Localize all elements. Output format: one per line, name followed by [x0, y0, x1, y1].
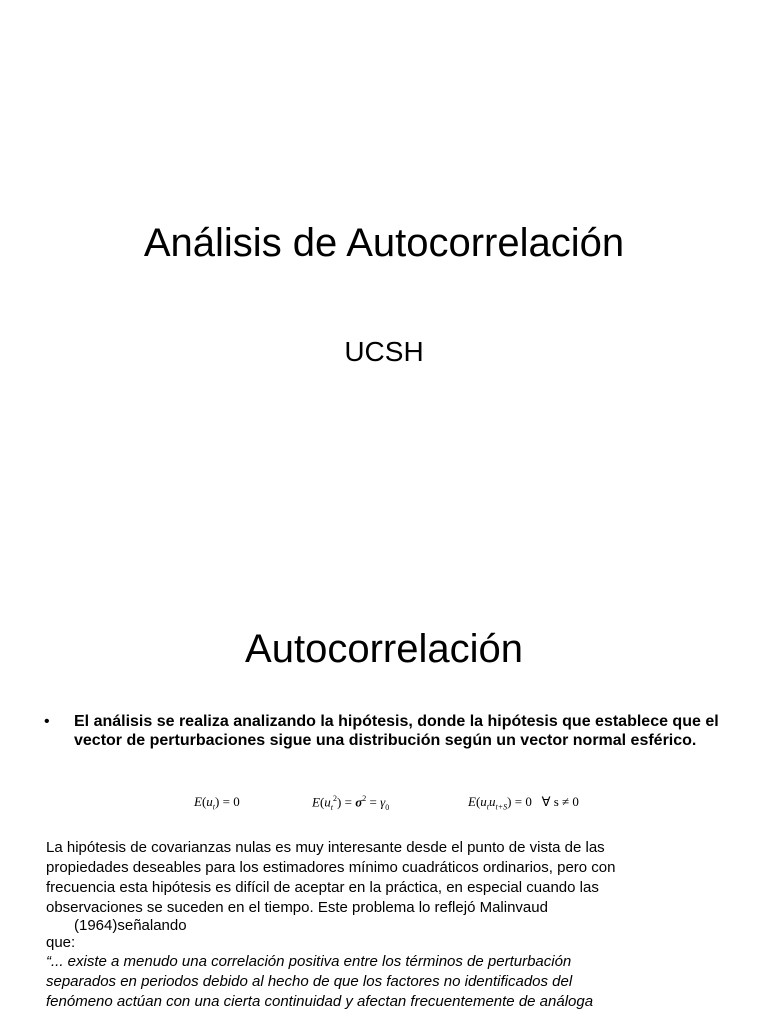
quote-line: fenómeno actúan con una cierta continuidad y afectan frecuentemente de análoga — [46, 993, 594, 1010]
paragraph-line: observaciones se suceden en el tiempo. Este problema lo reflejó Malinvaud — [46, 899, 548, 916]
paragraph-line: (1964)señalando — [74, 917, 187, 934]
equation-covariance: $E(u_tu_{t+S}) = 0$ ∀ s ≠ 0 — [468, 794, 579, 812]
quote-line: separados en periodos debido al hecho de que los factores no identificados del — [46, 973, 573, 990]
slide-title: Autocorrelación — [245, 627, 523, 671]
paragraph-line: que: — [46, 934, 76, 951]
paragraph — [46, 838, 746, 1012]
equation-row — [0, 792, 768, 816]
paragraph-line: propiedades deseables para los estimadores mínimo cuadráticos ordinarios, pero con — [46, 859, 616, 876]
equation-mean: $E(u_t) = 0$ — [194, 794, 240, 812]
paragraph-line: La hipótesis de covarianzas nulas es muy interesante desde el punto de vista de las — [46, 839, 605, 856]
bullet-marker: • — [44, 713, 50, 730]
quote-line: “... existe a menudo una correlación positiva entre los términos de perturbación — [46, 953, 572, 970]
paragraph-line: frecuencia esta hipótesis es difícil de aceptar en la práctica, en especial cuando las — [46, 879, 599, 896]
bullet-text: El análisis se realiza analizando la hipótesis, donde la hipótesis que establece que el vector de perturbaciones sigue una distribución según un vector normal esférico. — [74, 713, 719, 749]
slide-title: Análisis de Autocorrelación — [143, 221, 625, 265]
slide-subtitle: UCSH — [344, 336, 424, 367]
equation-variance: $E(u_t^2) = \sigma^2 = \gamma_0$ — [312, 794, 390, 812]
